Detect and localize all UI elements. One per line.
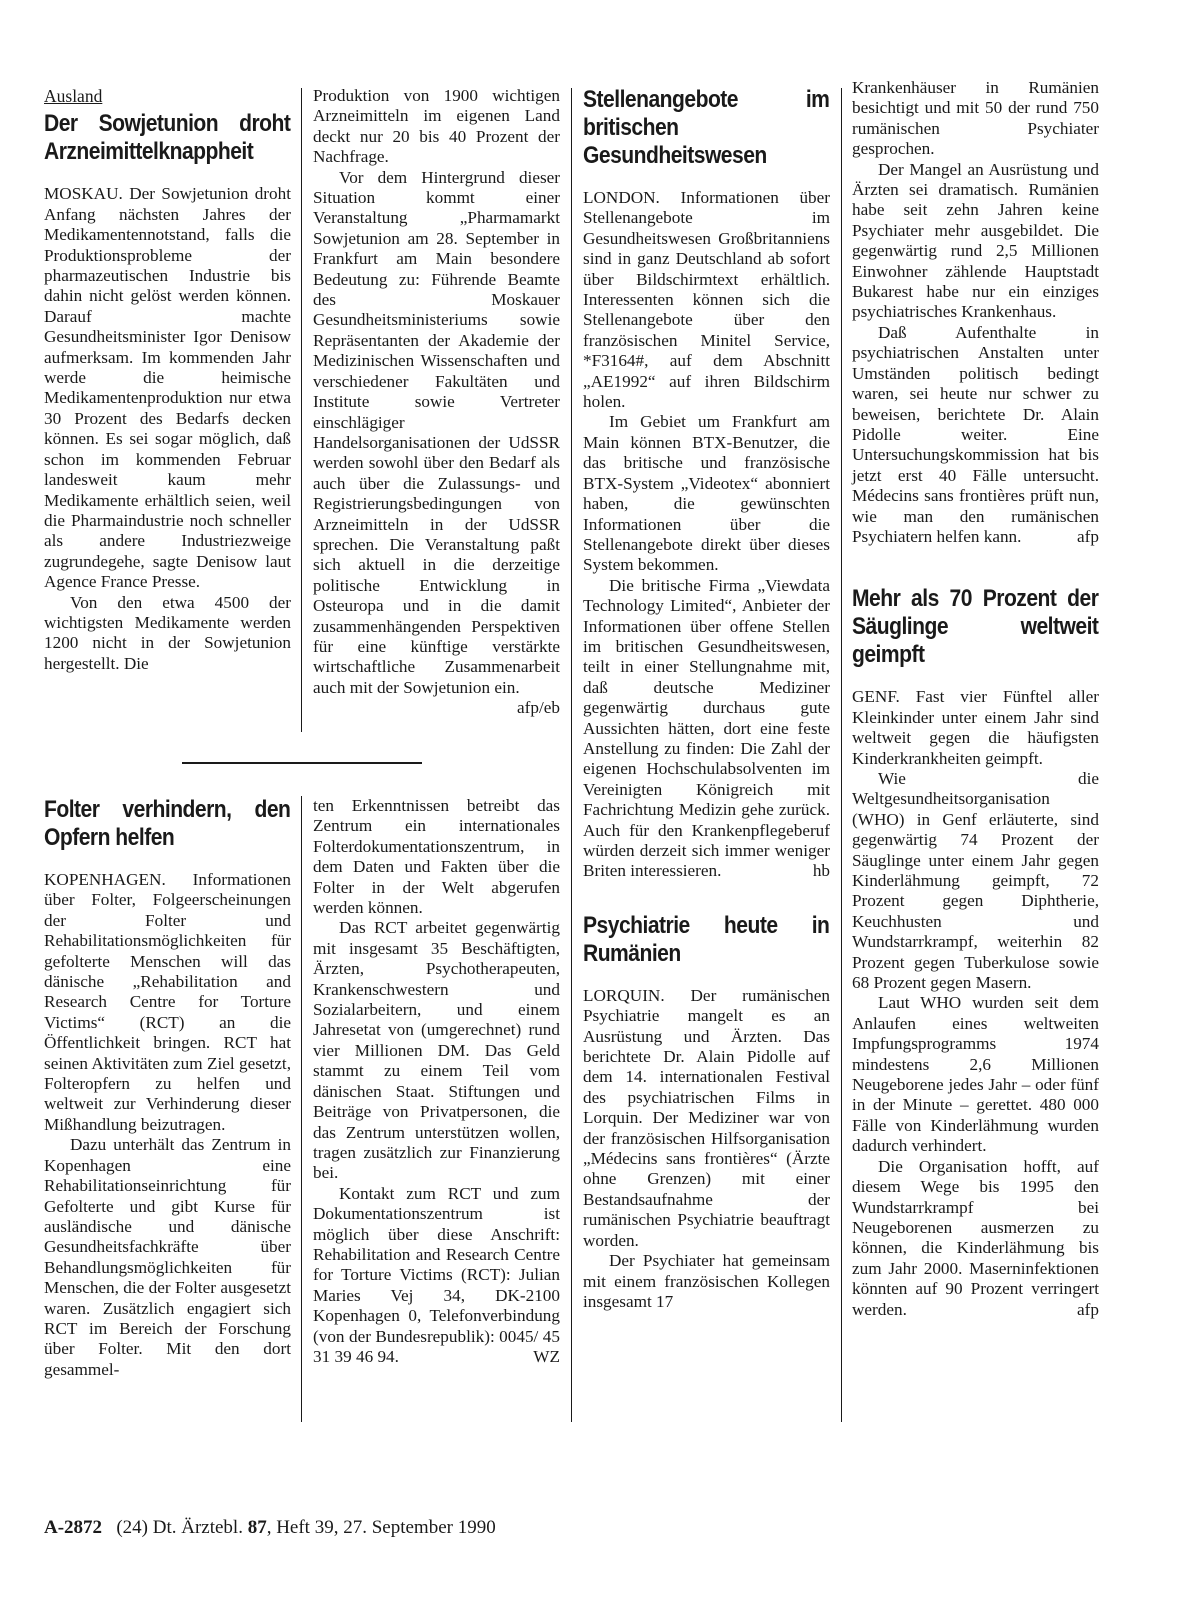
headline-sowjetunion: Der Sowjetunion droht Arzneimittelknappheit — [44, 110, 291, 166]
footer-volume: 87 — [247, 1517, 267, 1538]
article4-paragraph-5 — [852, 323, 1099, 547]
article3-paragraph-3-text: Die britische Firma „Viewdata Technology Limited“, Anbieter der Informationen über offene Stellen im britischen Gesundheitswesen, teilt in einer Stellungnahme mit, daß deutsche Mediziner gegenwärtig durchaus gute Aussichten hätten, dort eine feste Anstellung zu finden: Die Zahl der eigenen Hochschulabsolventen im Vereinigten Königreich mit Fachrichtung Medizin gehe zurück. Auch für den Krankenpflegeberuf würden derzeit sich immer weniger Briten interessieren. — [583, 575, 830, 881]
column-2-top — [313, 86, 560, 719]
article3-paragraph-1: LONDON. Informationen über Stellenangebote im Gesundheitswesen Großbritanniens sind in ganz Deutschland ab sofort über Bildschirmtext erhältlich. Interessenten können sich die Stellenangebote über den französischen Minitel Service, *F3164#, auf dem Abschnitt „AE1992“ auf ihren Bildschirm holen. — [583, 188, 830, 412]
column-1-top — [44, 86, 291, 674]
column-1-bottom — [44, 796, 291, 1380]
article4-paragraph-2: Der Psychiater hat gemeinsam mit einem französischen Kollegen insgesamt 17 — [583, 1251, 830, 1311]
article2-paragraph-1: KOPENHAGEN. Informationen über Folter, Folgeerscheinungen der Folter und Rehabilitationsmöglichkeiten für gefolterte Menschen will das dänische „Rehabilitation and Research Centre for Torture Victims“ (RCT) an die Öffentlichkeit bringen. RCT hat seinen Aktivitäten zum Ziel gesetzt, Folteropfern zu helfen und weltweit zur Verhinderung dieser Mißhandlung beizutragen. — [44, 870, 291, 1134]
article1-paragraph-4-text: Vor dem Hintergrund dieser Situation kommt einer Veranstaltung „Pharmamarkt Sowjetunion am 28. September in Frankfurt am Main besondere Bedeutung zu: Führende Beamte des Moskauer Gesundheitsministeriums sowie Repräsentanten der Akademie der Medizinischen Wissenschaften und verschiedener Fakultäten und Institute sowie Vertreter einschlägiger Handelsorganisationen der UdSSR werden sowohl über den Bedarf als auch über die Zulassungs- und Registrierungsbedingungen von Arzneimitteln in der UdSSR sprechen. Die Veranstaltung paßt sich aktuell in die derzeitige politische Entwicklung in Osteuropa und in die damit zusammenhängenden Perspektiven für eine künftige verstärkte wirtschaftliche Zusammenarbeit auch mit der Sowjetunion ein. — [313, 167, 560, 697]
article1-paragraph-1: MOSKAU. Der Sowjetunion droht Anfang nächsten Jahres der Medikamentennotstand, falls die Produktionsprobleme der pharmazeutischen Industrie bis dahin nicht gelöst werden können. Darauf machte Gesundheitsminister Igor Denisow aufmerksam. Im kommenden Jahr werde die heimische Medikamentenproduktion nur etwa 30 Prozent des Bedarfs decken können. Es sei sogar möglich, daß schon im kommenden Februar landesweit kaum mehr Medikamente erhältlich seien, weil die Pharmaindustrie noch schneller als andere Industriezweige zugrundegehe, sagte Denisow laut Agence France Presse. — [44, 184, 291, 592]
article5-source: afp — [1077, 1299, 1099, 1319]
headline-stellenangebote: Stellenangebote im britischen Gesundheitswesen — [583, 86, 830, 169]
footer-journal: (24) Dt. Ärztebl. — [116, 1517, 243, 1538]
article5-paragraph-4-text: Die Organisation hofft, auf diesem Wege bis 1995 den Wundstarrkrampf bei Neugeborenen ausmerzen zu können, die Kinderlähmung bis zum Jahr 2000. Maserninfektionen könnten auf 90 Prozent verringert werden. — [852, 1156, 1099, 1319]
article1-paragraph-3: Produktion von 1900 wichtigen Arzneimitteln im eigenen Land deckt nur 20 bis 40 Prozent der Nachfrage. — [313, 86, 560, 167]
article5-paragraph-1: GENF. Fast vier Fünftel aller Kleinkinder unter einem Jahr sind weltweit gegen die häufigsten Kinderkrankheiten geimpft. — [852, 687, 1099, 768]
page-number: A-2872 — [44, 1517, 103, 1538]
column-2-bottom — [313, 796, 560, 1367]
article4-paragraph-5-text: Daß Aufenthalte in psychiatrischen Anstalten unter Umständen politisch bedingt waren, sei heute nur schwer zu beweisen, berichtete Dr. Alain Pidolle weiter. Eine Untersuchungskommission hat bis jetzt erst 40 Fälle untersucht. Médecins sans frontières prüft nun, wie man den rumänischen Psychiatern helfen kann. — [852, 322, 1099, 546]
article3-source: hb — [812, 861, 830, 881]
article2-paragraph-5-text: Kontakt zum RCT und zum Dokumentationszentrum ist möglich über diese Anschrift: Rehabilitation and Research Centre for Torture Victims (RCT): Julian Maries Vej 34, DK-2100 Kopenhagen 0, Telefonverbindung (von der Bundesrepublik): 0045/ 45 31 39 46 94. — [313, 1183, 560, 1366]
section-kicker: Ausland — [44, 86, 103, 106]
page-footer — [44, 1517, 496, 1539]
headline-saeuglinge: Mehr als 70 Prozent der Säuglinge weltweit geimpft — [852, 585, 1099, 669]
article-separator — [182, 762, 422, 764]
column-rule-3 — [841, 88, 842, 1422]
article1-source: afp/eb — [517, 698, 560, 718]
article2-paragraph-5 — [313, 1184, 560, 1368]
article2-paragraph-2: Dazu unterhält das Zentrum in Kopenhagen eine Rehabilitationseinrichtung für Gefolterte und gibt Kurse für ausländische und dänische Gesundheitsfachkräfte über Behandlungsmöglichkeiten für Menschen, die der Folter ausgesetzt waren. Zusätzlich engagiert sich RCT im Bereich der Forschung über Folter. Mit den dort gesammel- — [44, 1135, 291, 1379]
headline-psychiatrie: Psychiatrie heute in Rumänien — [583, 911, 830, 967]
column-rule-1a — [301, 88, 302, 732]
article3-paragraph-3 — [583, 576, 830, 882]
article5-paragraph-2: Wie die Weltgesundheitsorganisation (WHO) in Genf erläuterte, sind gegenwärtig 74 Prozent der Säuglinge unter einem Jahr gegen Kinderlähmung geimpft, 72 Prozent gegen Diphtherie, Keuchhusten und Wundstarrkrampf, weiterhin 82 Prozent gegen Tuberkulose sowie 68 Prozent gegen Masern. — [852, 768, 1099, 993]
column-4 — [852, 78, 1099, 1320]
article1-paragraph-2: Von den etwa 4500 der wichtigsten Medikamente werden 1200 nicht in der Sowjetunion hergestellt. Die — [44, 592, 291, 673]
article3-paragraph-2: Im Gebiet um Frankfurt am Main können BTX-Benutzer, die das britische und französische BTX-System „Videotex“ abonniert haben, die gewünschten Informationen über die Stellenangebote direkt über dieses System bekommen. — [583, 412, 830, 575]
column-rule-2 — [571, 88, 572, 1422]
article4-paragraph-4: Der Mangel an Ausrüstung und Ärzten sei dramatisch. Rumänien habe seit zehn Jahren keine Psychiater mehr ausgebildet. Die gegenwärtig rund 2,5 Millionen Einwohner zählende Hauptstadt Bukarest habe nur ein einziges psychiatrisches Krankenhaus. — [852, 159, 1099, 322]
article2-source: WZ — [533, 1346, 560, 1366]
article4-source: afp — [1077, 526, 1099, 546]
article4-paragraph-3: Krankenhäuser in Rumänien besichtigt und mit 50 der rund 750 rumänischen Psychiater gesprochen. — [852, 78, 1099, 159]
article1-paragraph-4 — [313, 167, 560, 718]
column-3 — [583, 86, 830, 1312]
column-rule-1b — [301, 796, 302, 1422]
article2-paragraph-4: Das RCT arbeitet gegenwärtig mit insgesamt 35 Beschäftigten, Ärzten, Psychotherapeuten, Krankenschwestern und Sozialarbeitern, und einem Jahresetat von (umgerechnet) rund vier Millionen DM. Das Geld stammt zu einem Teil vom dänischen Staat. Stiftungen und Beiträge von Privatpersonen, die das Zentrum unterstützen wollen, tragen zusätzlich zur Finanzierung bei. — [313, 918, 560, 1183]
article2-paragraph-3: ten Erkenntnissen betreibt das Zentrum ein internationales Folterdokumentationszentrum, in dem Daten und Fakten über die Folter in der Welt abgerufen werden können. — [313, 796, 560, 918]
article4-paragraph-1: LORQUIN. Der rumänischen Psychiatrie mangelt es an Ausrüstung und Ärzten. Das berichtete Dr. Alain Pidolle auf dem 14. internationalen Festival des psychiatrischen Films in Lorquin. Der Mediziner war von der französischen Hilfsorganisation „Médecins sans frontières“ (Ärzte ohne Grenzen) mit einer Bestandsaufnahme der rumänischen Psychiatrie beauftragt worden. — [583, 985, 830, 1250]
footer-issue: , Heft 39, 27. September 1990 — [266, 1517, 496, 1538]
headline-folter: Folter verhindern, den Opfern helfen — [44, 796, 291, 851]
article5-paragraph-3: Laut WHO wurden seit dem Anlaufen eines weltweiten Impfungsprogramms 1974 mindestens 2,6 Millionen Neugeborene jedes Jahr – oder fünf in der Minute – gerettet. 480 000 Fälle von Kinderlähmung wurden dadurch verhindert. — [852, 993, 1099, 1156]
article5-paragraph-4 — [852, 1157, 1099, 1320]
